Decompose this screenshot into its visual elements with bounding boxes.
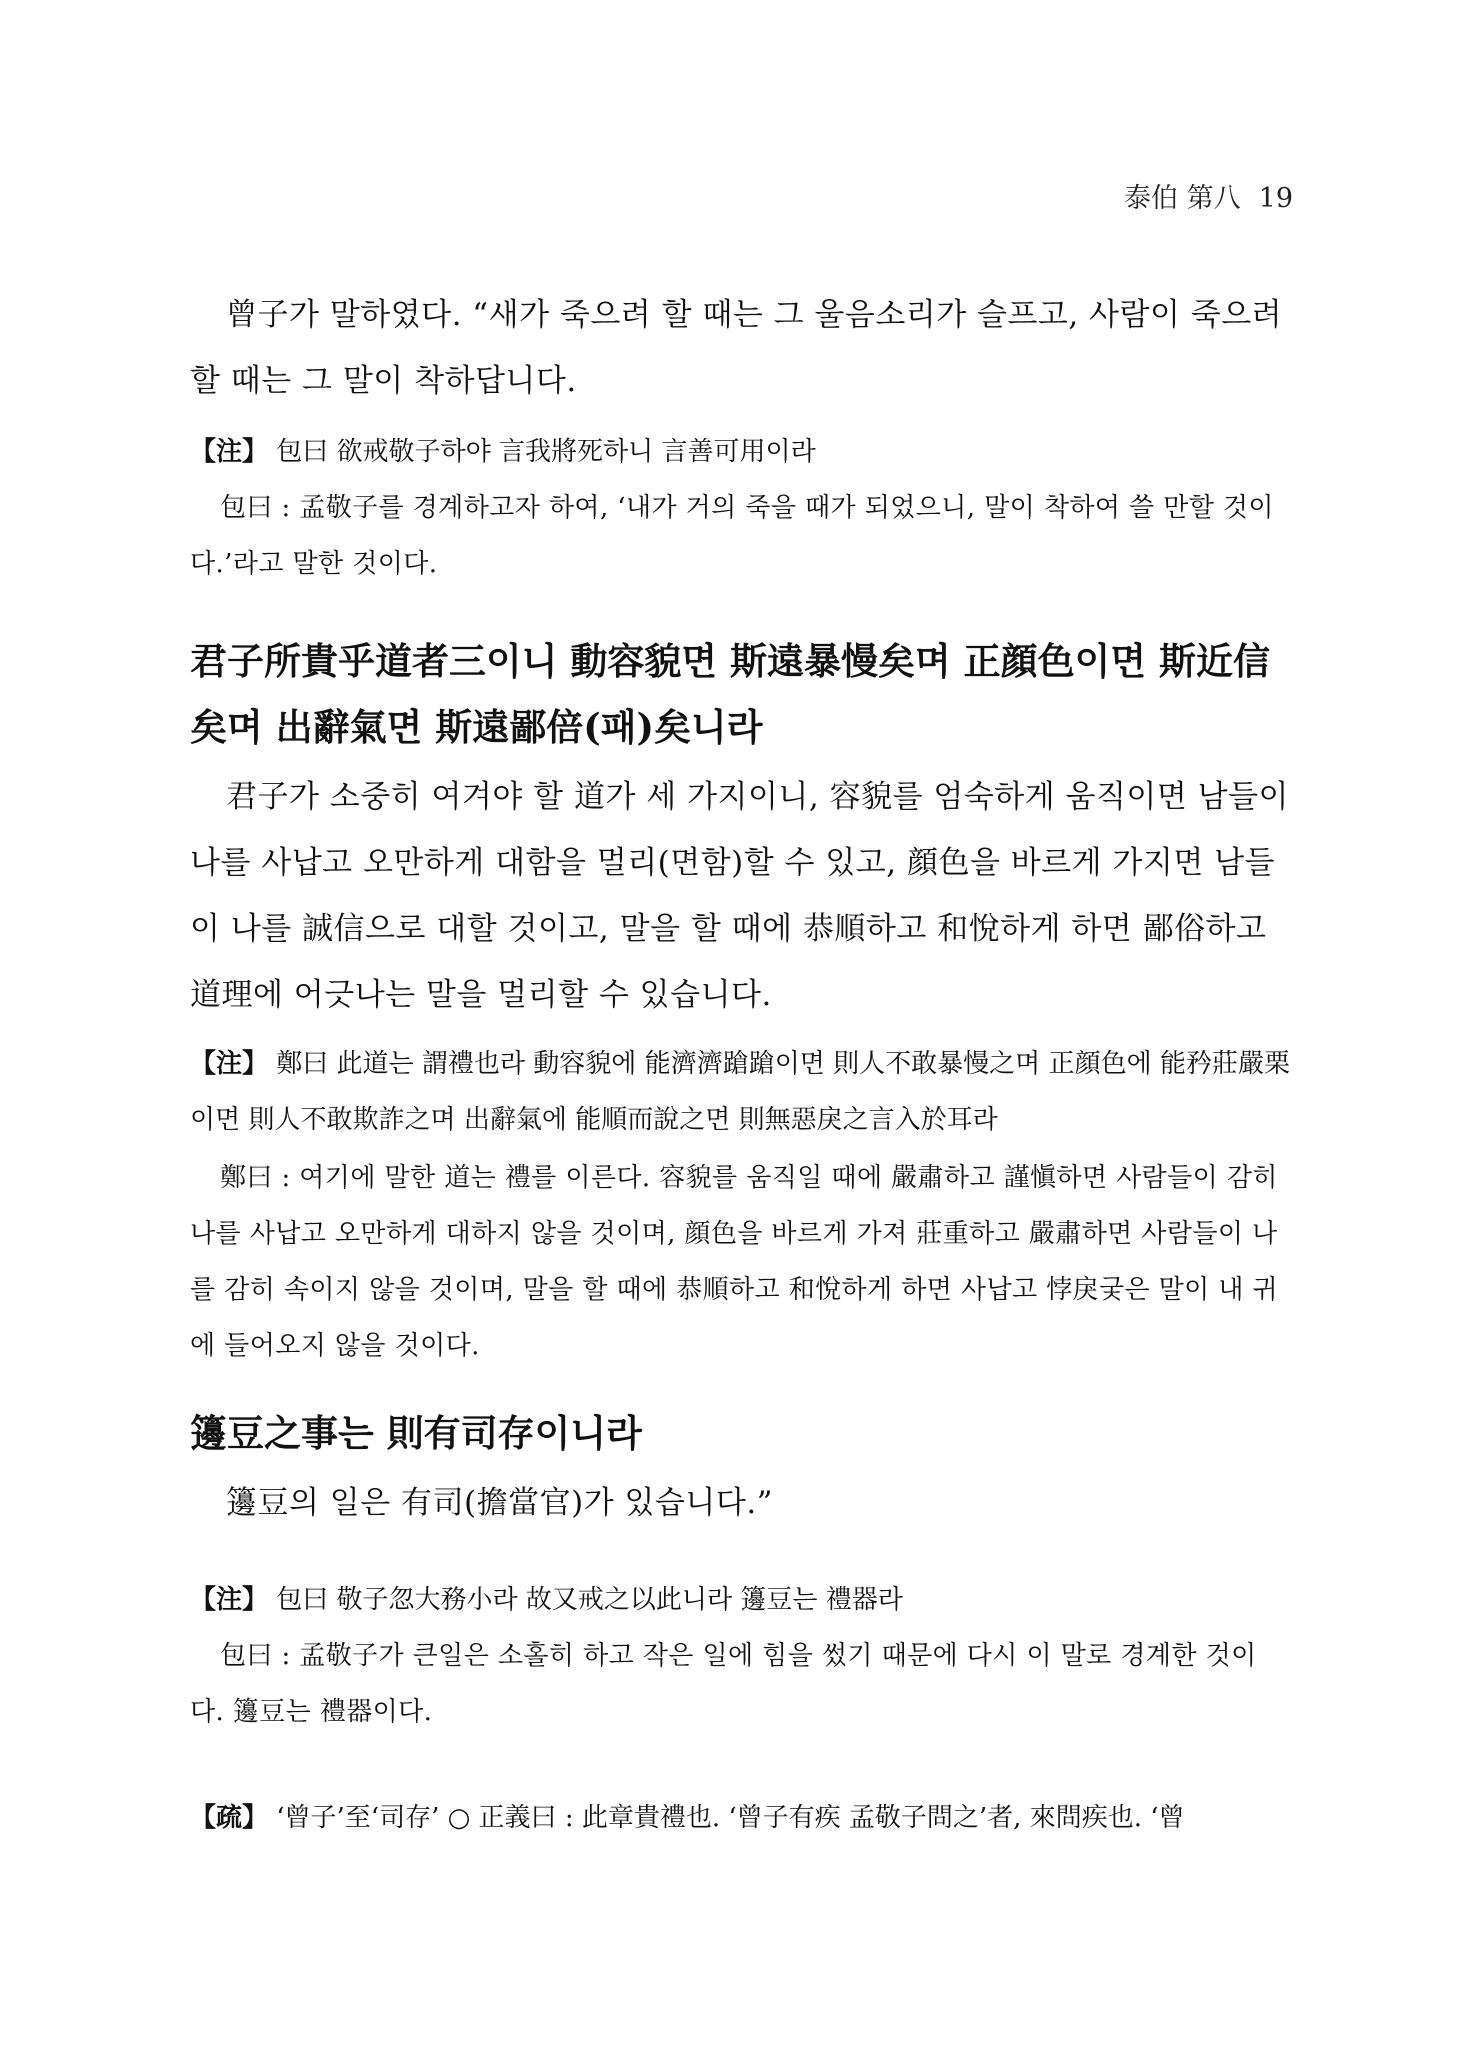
translation-paragraph: 籩豆의 일은 有司(擔當官)가 있습니다.” [226, 1485, 774, 1521]
chapter-title: 泰伯 第八 [1124, 183, 1241, 214]
classic-text: 君子所貴乎道者三이니 動容貌면 斯遠暴慢矣며 正顔色이면 斯近信矣며 出辭氣면 斯遠鄙倍(패)矣니라 [190, 639, 1270, 749]
page-number: 19 [1258, 183, 1293, 214]
note-tag: 【注】 [190, 437, 269, 467]
note-tag: 【注】 [190, 1585, 269, 1615]
note-translation: 包曰 : 孟敬子를 경계하고자 하여, ‘내가 거의 죽을 때가 되었으니, 말이 착하여 쓸 만할 것이다.’라고 말한 것이다. [190, 493, 1274, 579]
note-translation: 鄭曰 : 여기에 말한 道는 禮를 이른다. 容貌를 움직일 때에 嚴肅하고 謹愼하면 사람들이 감히 나를 사납고 오만하게 대하지 않을 것이며, 顔色을 바르게 가져 莊重하고 嚴肅하면 사람들이 나를 감히 속이지 않을 것이며, 말을 할 때에 恭順하고 和悅하게 하면 사납고 悖戾궂은 말이 내 귀에 들어오지 않을 것이다. [190, 1163, 1279, 1361]
note-text: 包曰 欲戒敬子하야 言我將死하니 言善可用이라 [276, 437, 816, 467]
commentary-note [190, 1572, 1290, 1628]
translation-paragraph: 曾子가 말하였다. “새가 죽으려 할 때는 그 울음소리가 슬프고, 사람이 죽으려 할 때는 그 말이 착하답니다. [190, 297, 1283, 399]
subcommentary-note [190, 1790, 1290, 1846]
commentary-note [190, 424, 1290, 480]
note-translation: 包曰 : 孟敬子가 큰일은 소홀히 하고 작은 일에 힘을 썼기 때문에 다시 이 말로 경계한 것이다. 籩豆는 禮器이다. [190, 1641, 1257, 1727]
note-text: 鄭曰 此道는 謂禮也라 動容貌에 能濟濟蹌蹌이면 則人不敢暴慢之며 正顔色에 能矜莊嚴栗이면 則人不敢欺詐之며 出辭氣에 能順而說之면 則無惡戾之言入於耳라 [190, 1049, 1290, 1135]
translation-paragraph: 君子가 소중히 여겨야 할 道가 세 가지이니, 容貌를 엄숙하게 움직이면 남들이 나를 사납고 오만하게 대함을 멀리(면함)할 수 있고, 顔色을 바르게 가지면 남들이 나를 誠信으로 대할 것이고, 말을 할 때에 恭順하고 和悅하게 하면 鄙俗하고 道理에 어긋나는 말을 멀리할 수 있습니다. [190, 779, 1289, 1013]
running-header [1124, 176, 1293, 215]
note-text: 包曰 敬子忽大務小라 故又戒之以此니라 籩豆는 禮器라 [276, 1585, 903, 1615]
note-text: ‘曾子’至‘司存’ ○ 正義曰 : 此章貴禮也. ‘曾子有疾 孟敬子問之’者, 來問疾也. ‘曾 [276, 1803, 1185, 1833]
note-tag: 【疏】 [190, 1803, 269, 1833]
commentary-note [190, 1036, 1290, 1148]
note-tag: 【注】 [190, 1049, 269, 1079]
classic-text: 籩豆之事는 則有司存이니라 [190, 1411, 642, 1455]
